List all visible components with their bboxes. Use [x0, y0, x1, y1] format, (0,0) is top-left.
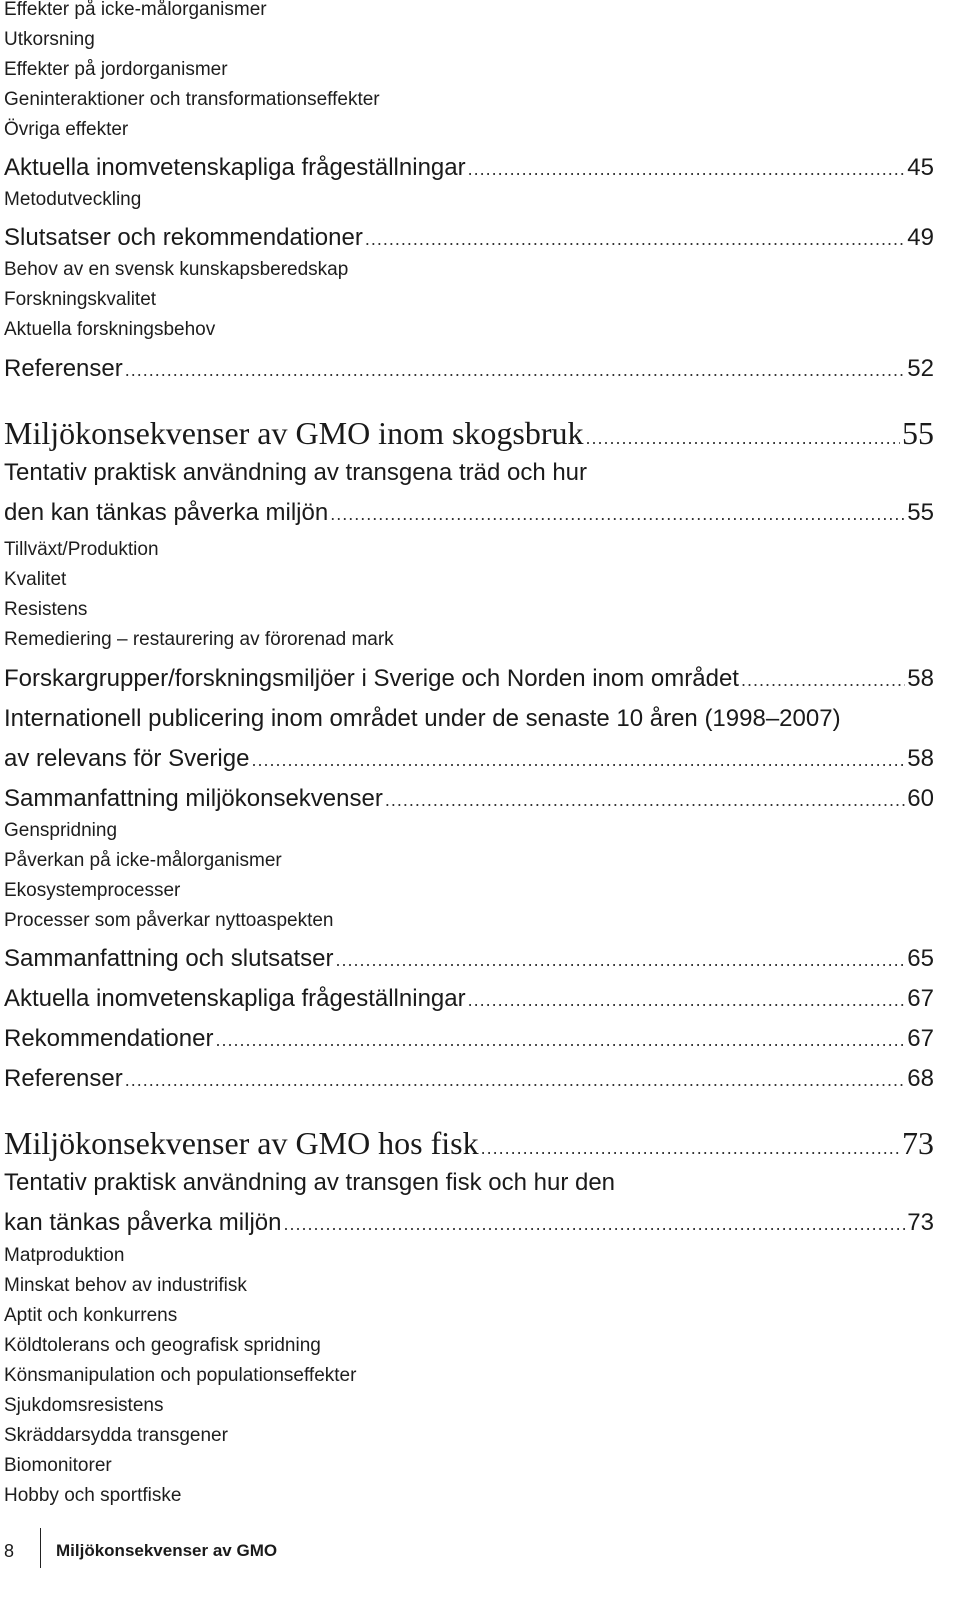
- dot-leader: [741, 665, 905, 695]
- toc-subentry: Genspridning: [4, 820, 118, 841]
- toc-subentry: Ekosystemprocesser: [4, 880, 181, 901]
- toc-entry-label: Slutsatser och rekommendationer: [4, 224, 363, 251]
- toc-entry-page: 58: [907, 745, 934, 772]
- toc-entry-page: 67: [907, 1025, 934, 1052]
- toc-subentry: Köldtolerans och geografisk spridning: [4, 1335, 321, 1356]
- toc-subentry: Minskat behov av industrifisk: [4, 1275, 247, 1296]
- page-number: 8: [4, 1541, 15, 1561]
- footer-divider: [40, 1528, 41, 1568]
- toc-entry-page: 49: [907, 224, 934, 251]
- dot-leader: [481, 1129, 900, 1167]
- toc-subentry: Metodutveckling: [4, 189, 142, 210]
- toc-entry-sammanfattning-slutsatser[interactable]: [4, 944, 934, 974]
- toc-entry-page: 60: [907, 785, 934, 812]
- toc-subentry: Övriga effekter: [4, 119, 129, 140]
- toc-subentry: Aktuella forskningsbehov: [4, 319, 216, 340]
- toc-subentry: Remediering – restaurering av förorenad mark: [4, 629, 394, 650]
- toc-subentry: Könsmanipulation och populationseffekter: [4, 1365, 357, 1386]
- toc-subentry: Kvalitet: [4, 569, 67, 590]
- toc-subentry: Matproduktion: [4, 1245, 125, 1266]
- toc-entry-label: Aktuella inomvetenskapliga frågeställningar: [4, 154, 466, 181]
- toc-entry-sammanfattning-miljo[interactable]: [4, 784, 934, 814]
- toc-chapter-page: 73: [902, 1125, 934, 1161]
- toc-chapter-label: Miljökonsekvenser av GMO hos fisk: [4, 1125, 479, 1161]
- toc-subentry: Effekter på jordorganismer: [4, 59, 228, 80]
- dot-leader: [283, 1209, 905, 1239]
- toc-entry-internationell[interactable]: [4, 744, 934, 774]
- toc-entry-page: 73: [907, 1209, 934, 1236]
- dot-leader: [365, 224, 905, 254]
- toc-entry-label: Sammanfattning och slutsatser: [4, 945, 334, 972]
- toc-entry-rekommendationer[interactable]: [4, 1024, 934, 1054]
- toc-subentry: Tillväxt/Produktion: [4, 539, 159, 560]
- dot-leader: [468, 154, 906, 184]
- toc-subentry: Skräddarsydda transgener: [4, 1425, 228, 1446]
- toc-entry-label: Referenser: [4, 355, 123, 382]
- toc-subentry: Sjukdomsresistens: [4, 1395, 164, 1416]
- toc-subentry: Behov av en svensk kunskapsberedskap: [4, 259, 349, 280]
- toc-subentry: Utkorsning: [4, 29, 95, 50]
- toc-entry-page: 65: [907, 945, 934, 972]
- toc-subentry: Geninteraktioner och transformationseffekter: [4, 89, 380, 110]
- dot-leader: [336, 945, 906, 975]
- toc-chapter-skogsbruk[interactable]: [4, 414, 934, 452]
- dot-leader: [125, 355, 906, 385]
- toc-entry-page: 55: [907, 499, 934, 526]
- toc-entry-aktuella-2[interactable]: [4, 984, 934, 1014]
- page-footer: [0, 1524, 960, 1574]
- footer-title: Miljökonsekvenser av GMO: [56, 1541, 278, 1560]
- toc-entry-referenser[interactable]: [4, 354, 934, 384]
- toc-subentry: Aptit och konkurrens: [4, 1305, 178, 1326]
- toc-entry-page: 45: [907, 154, 934, 181]
- dot-leader: [215, 1025, 905, 1055]
- toc-entry-label-line1: Tentativ praktisk användning av transgena träd och hur: [4, 459, 588, 486]
- toc-entry-label: av relevans för Sverige: [4, 745, 250, 772]
- toc-subentry: Hobby och sportfiske: [4, 1485, 182, 1506]
- toc-subentry: Processer som påverkar nyttoaspekten: [4, 910, 334, 931]
- dot-leader: [125, 1065, 906, 1095]
- toc-entry-slutsatser[interactable]: [4, 223, 934, 253]
- toc-entry-label: Sammanfattning miljökonsekvenser: [4, 785, 383, 812]
- toc-entry-page: 58: [907, 665, 934, 692]
- toc-entry-tentativ-fisk[interactable]: [4, 1208, 934, 1238]
- toc-entry-page: 67: [907, 985, 934, 1012]
- dot-leader: [468, 985, 906, 1015]
- toc-subentry: Effekter på icke-målorganismer: [4, 0, 267, 20]
- toc-entry-page: 52: [907, 355, 934, 382]
- toc-subentry: Påverkan på icke-målorganismer: [4, 850, 282, 871]
- toc-entry-label: Referenser: [4, 1065, 123, 1092]
- toc-entry-label-line1: Internationell publicering inom området under de senaste 10 åren (1998–2007): [4, 705, 841, 732]
- toc-entry-label: kan tänkas påverka miljön: [4, 1209, 282, 1236]
- toc-entry-referenser-2[interactable]: [4, 1064, 934, 1094]
- toc-entry-label: Aktuella inomvetenskapliga frågeställningar: [4, 985, 466, 1012]
- toc-entry-label: Rekommendationer: [4, 1025, 214, 1052]
- toc-entry-label-line1: Tentativ praktisk användning av transgen fisk och hur den: [4, 1169, 616, 1196]
- dot-leader: [330, 499, 905, 529]
- dot-leader: [586, 419, 900, 457]
- toc-chapter-page: 55: [902, 415, 934, 451]
- toc-entry-page: 68: [907, 1065, 934, 1092]
- toc-subentry: Resistens: [4, 599, 88, 620]
- toc-entry-label: den kan tänkas påverka miljön: [4, 499, 329, 526]
- toc-subentry: Forskningskvalitet: [4, 289, 157, 310]
- dot-leader: [385, 785, 905, 815]
- toc-entry-tentativ-trad[interactable]: [4, 498, 934, 528]
- toc-entry-forskargrupper[interactable]: [4, 664, 934, 694]
- toc-subentry: Biomonitorer: [4, 1455, 112, 1476]
- toc-chapter-fisk[interactable]: [4, 1124, 934, 1162]
- toc-chapter-label: Miljökonsekvenser av GMO inom skogsbruk: [4, 415, 584, 451]
- dot-leader: [251, 745, 905, 775]
- toc-entry-label: Forskargrupper/forskningsmiljöer i Sverige och Norden inom området: [4, 665, 739, 692]
- toc-entry-aktuella[interactable]: [4, 153, 934, 183]
